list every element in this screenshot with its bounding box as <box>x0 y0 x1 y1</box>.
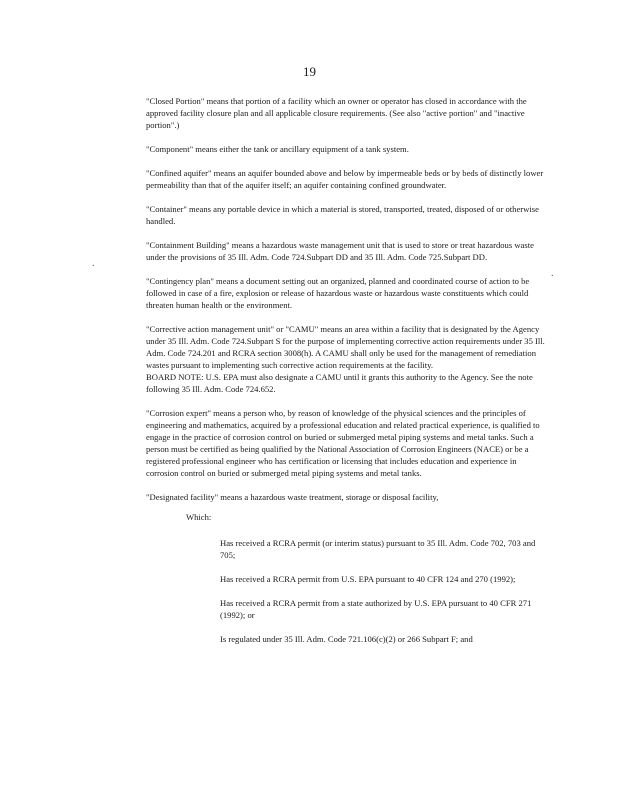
criteria-item: Has received a RCRA permit (or interim status) pursuant to 35 Ill. Adm. Code 702, 703 and 705; <box>220 538 536 560</box>
definition-containment-building: "Containment Building" means a hazardous waste management unit that is used to store or treat hazardous waste under the provisions of 35 Ill. Adm. Code 724.Subpart DD and 35 Ill. Adm. Code 725.Subpart DD. <box>146 240 534 262</box>
definition-camu: "Corrective action management unit" or "CAMU" means an area within a facility that is designated by the Agency under 35 Ill. Adm. Code 724.Subpart S for the purpose of implementing corrective action requirements under 35 Ill. Adm. Code 724.201 and RCRA section 3008(h). A CAMU shall only be used for the management of remediation wastes pursuant to implementing such corrective action requirements at the facility. BOARD NOTE: U.S. EPA must also designate a CAMU until it grants this authority to the Agency. See the note following 35 Ill. Adm. Code 724.652. <box>146 324 545 394</box>
scan-speck: . <box>551 268 554 279</box>
criteria-item: Has received a RCRA permit from a state authorized by U.S. EPA pursuant to 40 CFR 271 (1992); or <box>220 598 532 620</box>
definition-corrosion-expert: "Corrosion expert" means a person who, by reason of knowledge of the physical sciences and the principles of engineering and mathematics, acquired by a professional education and related practical experience, is qualified to engage in the practice of corrosion control on buried or submerged metal piping systems and metal tanks. Such a person must be certified as being qualified by the National Association of Corrosion Engineers (NACE) or be a registered professional engineer who has certification or licensing that includes education and experience in corrosion control on buried or submerged metal piping systems and metal tanks. <box>146 408 540 478</box>
definition-container: "Container" means any portable device in which a material is stored, transported, treated, disposed of or otherwise handled. <box>146 204 539 226</box>
scan-speck: . <box>92 258 95 269</box>
document-body <box>146 95 546 657</box>
criteria-item: Has received a RCRA permit from U.S. EPA pursuant to 40 CFR 124 and 270 (1992); <box>220 574 516 584</box>
definition-designated-facility: "Designated facility" means a hazardous waste treatment, storage or disposal facility, <box>146 492 439 502</box>
criteria-item: Is regulated under 35 Ill. Adm. Code 721.106(c)(2) or 266 Subpart F; and <box>220 634 473 644</box>
definition-contingency-plan: "Contingency plan" means a document setting out an organized, planned and coordinated course of action to be followed in case of a fire, explosion or release of hazardous waste or hazardous waste constituents which could threaten human health or the environment. <box>146 276 530 310</box>
designated-facility-criteria <box>220 537 546 645</box>
definition-closed-portion: "Closed Portion" means that portion of a facility which an owner or operator has closed in accordance with the approved facility closure plan and all applicable closure requirements. (See also "active portion" and "inactive portion".) <box>146 96 527 130</box>
page-number: 19 <box>303 64 316 79</box>
definition-confined-aquifer: "Confined aquifer" means an aquifer bounded above and below by impermeable beds or by beds of distinctly lower permeability than that of the aquifer itself; an aquifer containing confined groundwater. <box>146 168 544 190</box>
board-note: BOARD NOTE: U.S. EPA must also designate a CAMU until it grants this authority to the Agency. See the note following 35 Ill. Adm. Code 724.652. <box>146 372 533 394</box>
definition-component: "Component" means either the tank or ancillary equipment of a tank system. <box>146 144 409 154</box>
which-label: Which: <box>186 512 212 522</box>
